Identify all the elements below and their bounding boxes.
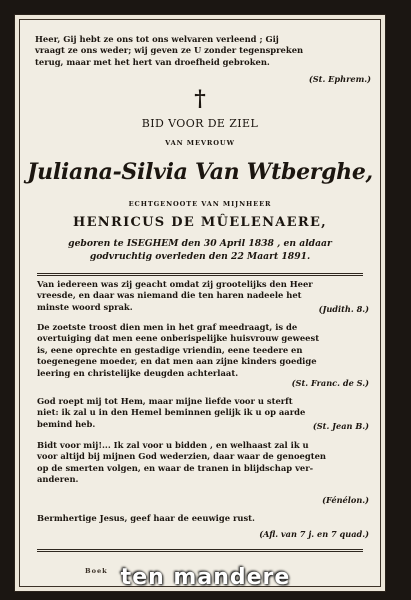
memorial-card xyxy=(14,14,386,592)
paragraph-line: is, eene oprechte en gestadige vriendin, eene teedere en xyxy=(37,344,303,355)
paragraph-line: bemind heb. xyxy=(37,418,96,429)
paragraph-4 xyxy=(37,440,367,486)
paragraph-1 xyxy=(37,279,367,313)
spouse-name: HENRICUS DE MÛELENAERE, xyxy=(73,215,327,230)
birth-line: geboren te ISEGHEM den 30 April 1838 , en aldaar xyxy=(68,238,332,249)
paragraph-line: anderen. xyxy=(37,474,79,485)
paragraph-2 xyxy=(37,322,367,379)
deceased-name: Juliana-Silvia Van Wtberghe, xyxy=(27,159,373,185)
paragraph-line: God roept mij tot Hem, maar mijne liefde voor u sterft xyxy=(37,396,293,406)
paragraph-line: op de smerten volgen, en waar de tranen in blijdschap ver- xyxy=(37,462,314,473)
death-line: godvruchtig overleden den 22 Maart 1891. xyxy=(89,251,311,262)
paragraph-line: overtuiging dat men eene onberispelijke huisvrouw geweest xyxy=(37,333,320,344)
divider xyxy=(37,273,363,276)
paragraph-line: minste woord sprak. xyxy=(37,301,133,312)
life-dates xyxy=(15,237,385,263)
paragraph-line: Van iedereen was zij geacht omdat zij grootelijks den Heer xyxy=(37,279,313,289)
paragraph-2-source: (St. Franc. de S.) xyxy=(291,378,369,388)
paragraph-1-source: (Judith. 8.) xyxy=(318,304,369,314)
quote-line: vraagt ze ons weder; wij geven ze U zonder tegenspreken xyxy=(35,45,304,56)
bottom-divider xyxy=(37,549,363,552)
paragraph-line: toegenegene moeder, en dat men aan zijne kinders goedige xyxy=(37,356,317,367)
paragraph-line: niet: ik zal u in den Hemel beminnen gelijk ik u op aarde xyxy=(37,407,306,418)
opening-quote xyxy=(35,34,371,68)
closing-line: Bermhertige Jesus, geef haar de eeuwige rust. xyxy=(37,513,255,523)
watermark: ten mandere xyxy=(120,565,291,590)
quote-source: (St. Ephrem.) xyxy=(308,74,371,84)
paragraph-3-source: (St. Jean B.) xyxy=(312,421,369,431)
closing-prayer xyxy=(37,513,367,524)
quote-line: Heer, Gij hebt ze ons tot ons welvaren verleend ; Gij xyxy=(35,34,279,44)
paragraph-line: vreesde, en daar was niemand die ten haren nadeele het xyxy=(37,290,302,301)
paragraph-line: Bidt voor mij!... Ik zal voor u bidden , en welhaast zal ik u xyxy=(37,440,309,450)
printer-imprint: Boek xyxy=(85,567,108,575)
paragraph-line: voor altijd bij mijnen God wederzien, daar waar de genoegten xyxy=(37,451,326,462)
paragraph-line: leering en christelijke deugden achterlaat. xyxy=(37,367,239,378)
paragraph-4-source: (Fénélon.) xyxy=(322,495,369,505)
paragraph-line: De zoetste troost dien men in het graf meedraagt, is de xyxy=(37,322,298,332)
closing-source: (Afl. van 7 j. en 7 quad.) xyxy=(259,529,369,539)
quote-line: terug, maar met het hert van droefheid gebroken. xyxy=(35,56,270,67)
prayer-heading: BID VOOR DE ZIEL xyxy=(141,117,259,130)
spouse-label: ECHTGENOOTE VAN MIJNHEER xyxy=(128,200,272,208)
van-mevrouw-label: VAN MEVROUW xyxy=(165,139,235,147)
cross-icon: † xyxy=(194,86,206,112)
